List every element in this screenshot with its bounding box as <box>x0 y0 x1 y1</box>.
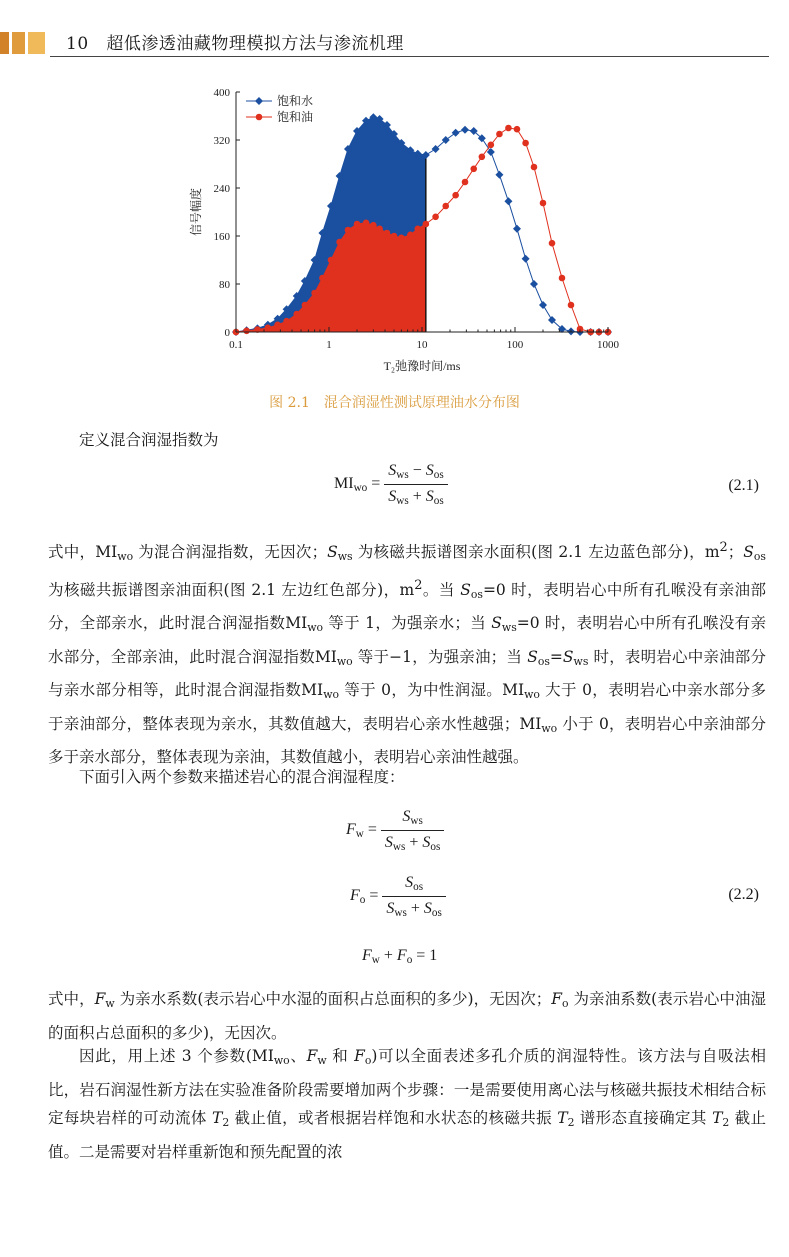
data-point-oil <box>568 302 575 309</box>
x-tick-label: 1000 <box>597 339 619 351</box>
data-point-oil <box>432 214 439 221</box>
data-point-water <box>452 129 460 137</box>
data-point-oil <box>442 203 449 210</box>
y-tick-label: 160 <box>213 231 230 243</box>
x-tick-label: 100 <box>506 339 524 351</box>
eq-fraction <box>384 462 447 507</box>
equation-fw: $F_w$ = $\frac{S_{ws}}{S_{ws} + S_{os}}$ <box>346 808 444 853</box>
page-number: 10 <box>66 34 89 54</box>
data-point-oil <box>391 233 398 240</box>
paragraph-method-comparison: 因此，用上述 3 个参数($MI_{wo}$、$F_w$ 和 $F_o$)可以全面表述多孔介质的润湿特性。该方法与自吸法相比，岩石润湿性新方法在实验准备阶段需要增加两个步骤：一是需要使用离心法与核磁共振技术相结合标定每块岩样的可动流体 $T_2$ 截止值，或者根据岩样饱和水状态的核磁共振 $T_2$ 谱形态直接确定其 $T_2$ 截止值。二是需要对岩样重新饱和预先配置的浓 <box>48 1047 766 1161</box>
header-block <box>28 32 45 54</box>
data-point-oil <box>452 192 459 199</box>
data-point-oil <box>274 322 281 329</box>
y-tick-label: 240 <box>213 183 230 195</box>
data-point-water <box>461 126 469 134</box>
data-point-oil <box>423 221 430 228</box>
data-point-oil <box>283 318 290 325</box>
data-point-oil <box>345 227 352 234</box>
legend-label-water: 饱和水 <box>277 94 314 108</box>
data-point-oil <box>462 179 469 186</box>
data-point-oil <box>514 126 521 133</box>
equation-fo: $F_o$ = $\frac{S_{os}}{S_{ws} + S_{os}}$ <box>350 874 446 919</box>
x-tick-label: 0.1 <box>229 339 243 351</box>
data-point-water <box>530 280 538 288</box>
fw-fraction <box>381 808 444 853</box>
data-point-oil <box>363 220 370 227</box>
data-point-oil <box>559 275 566 282</box>
data-point-oil <box>328 257 335 264</box>
data-point-oil <box>384 230 391 237</box>
paragraph-explanation: 式中，$MI_{wo}$ 为混合润湿指数，无因次；$S_{ws}$ 为核磁共振谱图亲水面积(图 2.1 左边蓝色部分)，$m^2$；$S_{os}$ 为核磁共振谱图亲油面积(图 2.1 左边红色部分)，$m^2$。当 $S_{os}=0$ 时，表明岩心中所有孔喉没有亲油部分，全部亲水，此时混合润湿指数$MI_{wo}$ 等于 1，为强亲水；当 $S_{ws}=0$ 时，表明岩心中所有孔喉没有亲水部分，全部亲油，此时混合润湿指数$MI_{wo}$ 等于−1，为强亲油；当 $S_{os}=S_{ws}$ 时，表明岩心中亲油部分与亲水部分相等，此时混合润湿指数$MI_{wo}$ 等于 0，为中性润湿。$MI_{wo}$ 大于 0，表明岩心中亲水部分多于亲油部分，整体表现为亲水，其数值越大，表明岩心亲水性越强；$MI_{wo}$ 小于 0，表明岩心中亲油部分多于亲水部分，整体表现为亲油，其数值越小，表明岩心亲油性越强。 <box>48 540 767 767</box>
data-point-oil <box>311 290 318 297</box>
data-point-water <box>504 197 512 205</box>
header-rule <box>50 56 769 57</box>
fw-denominator: $S_{ws} + S_{os}$ <box>384 834 441 853</box>
data-point-oil <box>531 164 538 171</box>
data-point-oil <box>496 131 503 138</box>
legend-marker-water <box>255 97 263 105</box>
equation-sum: $F_w + F_o = 1$ <box>362 947 438 966</box>
data-point-oil <box>336 239 343 246</box>
paragraph-parameters-intro: 下面引入两个参数来描述岩心的混合润湿程度： <box>79 768 405 786</box>
book-title: 超低渗透油藏物理模拟方法与渗流机理 <box>106 34 404 54</box>
running-header <box>0 26 789 58</box>
header-color-blocks <box>0 32 48 54</box>
data-point-oil <box>488 142 495 149</box>
data-point-oil <box>414 226 421 233</box>
y-axis-label: 信号幅度 <box>189 187 203 237</box>
eq-lhs: $MI_{wo}$ <box>334 475 368 495</box>
data-point-oil <box>522 140 529 147</box>
data-point-oil <box>243 328 250 335</box>
fw-numerator: $S_{ws}$ <box>381 808 444 831</box>
data-point-oil <box>407 232 414 239</box>
data-point-oil <box>549 240 556 247</box>
y-tick-label: 80 <box>219 279 230 291</box>
y-tick-label: 320 <box>213 135 230 147</box>
data-point-oil <box>376 226 383 233</box>
y-tick-label: 400 <box>213 87 230 99</box>
legend-label-oil: 饱和油 <box>277 110 314 124</box>
data-point-oil <box>265 325 272 332</box>
y-tick-label: 0 <box>224 327 230 339</box>
data-point-oil <box>370 222 377 229</box>
figure-caption: 图 2.1 混合润湿性测试原理油水分布图 <box>269 395 520 411</box>
data-point-oil <box>354 221 361 228</box>
data-point-oil <box>319 275 326 282</box>
equation-2-1: $MI_{wo}$ = $\frac{S_{ws} - S_{os}}{S_{ws} + S_{os}}$ <box>334 462 448 507</box>
paragraph-coefficients: 式中，$F_w$ 为亲水系数(表示岩心中水湿的面积占总面积的多少)，无因次；$F_o$ 为亲油系数(表示岩心中油湿的面积占总面积的多少)，无因次。 <box>48 990 766 1042</box>
legend-marker-oil <box>256 114 263 121</box>
x-axis-label: T₂弛豫时间/ms <box>383 359 461 373</box>
nmr-t2-distribution-chart <box>180 80 630 380</box>
header-block <box>12 32 25 54</box>
fo-denominator: $S_{ws} + S_{os}$ <box>386 900 442 919</box>
data-point-water <box>539 301 547 309</box>
fo-fraction <box>382 874 445 919</box>
data-point-oil <box>540 200 547 207</box>
data-point-oil <box>505 125 512 132</box>
data-point-oil <box>293 311 300 318</box>
equation-number-2-1: (2.1) <box>728 477 759 494</box>
equation-number-2-2: (2.2) <box>728 886 759 903</box>
eq-denominator: $S_{ws} + S_{os}$ <box>388 488 444 507</box>
data-point-water <box>522 255 530 263</box>
x-tick-label: 1 <box>326 339 332 351</box>
data-point-oil <box>302 302 309 309</box>
fo-numerator: $S_{os}$ <box>382 874 445 897</box>
data-point-water <box>513 225 521 233</box>
data-point-water <box>495 171 503 179</box>
data-point-oil <box>398 235 405 242</box>
data-point-oil <box>479 154 486 161</box>
header-text <box>66 29 404 54</box>
x-tick-label: 10 <box>416 339 428 351</box>
paragraph-definition: 定义混合润湿指数为 <box>79 431 219 449</box>
header-block <box>0 32 9 54</box>
data-point-oil <box>470 166 477 173</box>
eq-numerator: $S_{ws} - S_{os}$ <box>384 462 447 485</box>
